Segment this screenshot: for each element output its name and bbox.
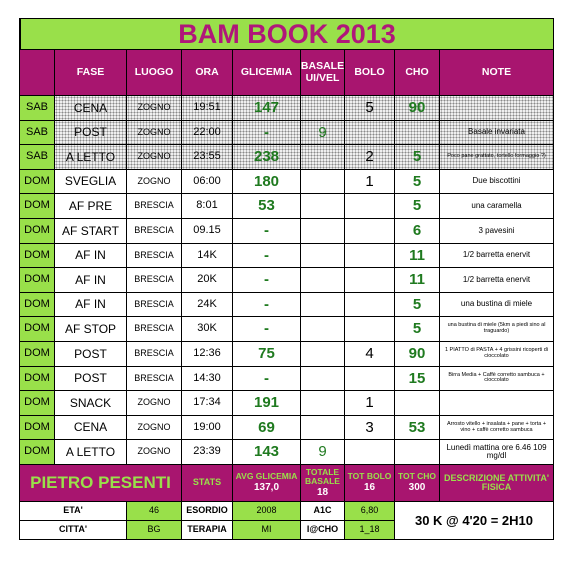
row-basale (301, 244, 345, 269)
row-basale (301, 416, 345, 441)
eta-value: 46 (127, 502, 182, 521)
row-note: Arrosto vitello + insalata + pane + torta + vino + caffè corretto sambuca (440, 416, 554, 441)
row-bolo (345, 194, 395, 219)
row-day: DOM (20, 244, 55, 269)
row-ora: 22:00 (182, 121, 233, 146)
header-1: FASE (55, 50, 127, 96)
row-fase: AF STOP (55, 317, 127, 342)
esordio-label: ESORDIO (182, 502, 233, 521)
eta-label: ETA' (20, 502, 127, 521)
header-corner (20, 50, 55, 96)
row-day: DOM (20, 342, 55, 367)
row-bolo: 3 (345, 416, 395, 441)
row-bolo: 2 (345, 145, 395, 170)
row-glicemia: - (233, 268, 301, 293)
header-3: ORA (182, 50, 233, 96)
row-fase: CENA (55, 416, 127, 441)
row-basale (301, 293, 345, 318)
row-cho: 90 (395, 96, 440, 121)
tot-cho-label: TOT CHO (397, 471, 437, 482)
row-glicemia: 180 (233, 170, 301, 195)
row-luogo: BRESCIA (127, 317, 182, 342)
row-luogo: BRESCIA (127, 342, 182, 367)
avg-glicemia-value: 137,0 (253, 482, 280, 494)
row-cho: 90 (395, 342, 440, 367)
row-luogo: BRESCIA (127, 194, 182, 219)
row-bolo (345, 244, 395, 269)
row-ora: 14K (182, 244, 233, 269)
row-ora: 12:36 (182, 342, 233, 367)
header-8: NOTE (440, 50, 554, 96)
row-basale: 9 (301, 440, 345, 465)
row-note: Basale invariata (440, 121, 554, 146)
tot-basale (301, 465, 345, 502)
row-bolo: 1 (345, 391, 395, 416)
row-basale (301, 317, 345, 342)
row-ora: 14:30 (182, 367, 233, 392)
row-fase: POST (55, 367, 127, 392)
row-glicemia: - (233, 293, 301, 318)
row-fase: SVEGLIA (55, 170, 127, 195)
tot-bolo (345, 465, 395, 502)
row-cho: 5 (395, 145, 440, 170)
row-basale (301, 367, 345, 392)
row-note: 1/2 barretta enervit (440, 244, 554, 269)
row-note: 1 PIATTO di PASTA + 4 grissini ricoperti di cioccolato (440, 342, 554, 367)
patient-name: PIETRO PESENTI (20, 465, 182, 502)
row-note: Lunedì mattina ore 6.46 109 mg/dl (440, 440, 554, 465)
row-day: SAB (20, 145, 55, 170)
row-basale (301, 391, 345, 416)
tot-bolo-label: TOT BOLO (347, 471, 392, 482)
row-glicemia: - (233, 367, 301, 392)
icho-label: I@CHO (301, 521, 345, 540)
a1c-value: 6,80 (345, 502, 395, 521)
row-luogo: ZOGNO (127, 440, 182, 465)
row-luogo: BRESCIA (127, 367, 182, 392)
row-luogo: BRESCIA (127, 293, 182, 318)
row-bolo (345, 268, 395, 293)
row-ora: 20K (182, 268, 233, 293)
row-note: Due biscottini (440, 170, 554, 195)
row-luogo: BRESCIA (127, 268, 182, 293)
row-basale (301, 219, 345, 244)
row-ora: 19:00 (182, 416, 233, 441)
header-5: BASALE UI/VEL (301, 50, 345, 96)
bam-book-sheet (20, 18, 554, 549)
row-luogo: ZOGNO (127, 391, 182, 416)
row-luogo: ZOGNO (127, 170, 182, 195)
row-cho: 53 (395, 416, 440, 441)
citta-label: CITTA' (20, 521, 127, 540)
row-day: DOM (20, 170, 55, 195)
row-day: SAB (20, 121, 55, 146)
row-cho (395, 391, 440, 416)
row-cho: 11 (395, 268, 440, 293)
row-cho: 5 (395, 170, 440, 195)
row-day: SAB (20, 96, 55, 121)
citta-value: BG (127, 521, 182, 540)
row-fase: AF IN (55, 293, 127, 318)
row-luogo: BRESCIA (127, 219, 182, 244)
row-note: 3 pavesini (440, 219, 554, 244)
row-fase: AF START (55, 219, 127, 244)
row-glicemia: 69 (233, 416, 301, 441)
row-cho: 5 (395, 293, 440, 318)
row-bolo: 1 (345, 170, 395, 195)
row-glicemia: - (233, 121, 301, 146)
row-bolo (345, 293, 395, 318)
row-bolo (345, 219, 395, 244)
row-fase: A LETTO (55, 145, 127, 170)
row-fase: AF PRE (55, 194, 127, 219)
row-day: DOM (20, 416, 55, 441)
header-7: CHO (395, 50, 440, 96)
row-cho: 5 (395, 194, 440, 219)
esordio-value: 2008 (233, 502, 301, 521)
row-cho: 15 (395, 367, 440, 392)
row-cho (395, 440, 440, 465)
row-luogo: ZOGNO (127, 145, 182, 170)
header-2: LUOGO (127, 50, 182, 96)
row-luogo: BRESCIA (127, 244, 182, 269)
a1c-label: A1C (301, 502, 345, 521)
row-basale: 9 (301, 121, 345, 146)
row-basale (301, 145, 345, 170)
row-day: DOM (20, 440, 55, 465)
row-cho: 5 (395, 317, 440, 342)
tot-basale-label: TOTALE BASALE (301, 468, 344, 486)
sheet-title: BAM BOOK 2013 (20, 18, 554, 50)
header-4: GLICEMIA (233, 50, 301, 96)
row-fase: AF IN (55, 244, 127, 269)
row-cho: 6 (395, 219, 440, 244)
tot-cho (395, 465, 440, 502)
terapia-value: MI (233, 521, 301, 540)
avg-glicemia (233, 465, 301, 502)
row-basale (301, 342, 345, 367)
avg-glicemia-label: AVG GLICEMIA (235, 471, 298, 482)
row-bolo: 4 (345, 342, 395, 367)
row-note: 1/2 barretta enervit (440, 268, 554, 293)
row-glicemia: 147 (233, 96, 301, 121)
row-luogo: ZOGNO (127, 121, 182, 146)
row-ora: 24K (182, 293, 233, 318)
row-day: DOM (20, 194, 55, 219)
row-cho (395, 121, 440, 146)
row-note: Birra Media + Caffè corretto sambuca + cioccolato (440, 367, 554, 392)
tot-bolo-value: 16 (363, 482, 376, 494)
row-ora: 17:34 (182, 391, 233, 416)
row-ora: 19:51 (182, 96, 233, 121)
row-day: DOM (20, 391, 55, 416)
terapia-label: TERAPIA (182, 521, 233, 540)
row-glicemia: - (233, 317, 301, 342)
row-bolo (345, 121, 395, 146)
row-fase: CENA (55, 96, 127, 121)
row-day: DOM (20, 268, 55, 293)
row-ora: 23:39 (182, 440, 233, 465)
row-note: una bustina di miele (440, 293, 554, 318)
row-fase: SNACK (55, 391, 127, 416)
row-note: una bustina di miele (5km a piedi sino al traguardo) (440, 317, 554, 342)
row-ora: 09.15 (182, 219, 233, 244)
descrizione-label: DESCRIZIONE ATTIVITA' FISICA (440, 465, 554, 502)
row-cho: 11 (395, 244, 440, 269)
row-fase: POST (55, 342, 127, 367)
row-day: DOM (20, 219, 55, 244)
row-basale (301, 268, 345, 293)
row-bolo (345, 317, 395, 342)
tot-basale-value: 18 (316, 486, 329, 498)
row-ora: 06:00 (182, 170, 233, 195)
row-note (440, 96, 554, 121)
row-ora: 8:01 (182, 194, 233, 219)
row-glicemia: 191 (233, 391, 301, 416)
row-fase: POST (55, 121, 127, 146)
row-day: DOM (20, 367, 55, 392)
tot-cho-value: 300 (408, 482, 426, 494)
row-basale (301, 96, 345, 121)
row-fase: A LETTO (55, 440, 127, 465)
row-ora: 23:55 (182, 145, 233, 170)
row-note: una caramella (440, 194, 554, 219)
row-fase: AF IN (55, 268, 127, 293)
icho-value: 1_18 (345, 521, 395, 540)
row-glicemia: 75 (233, 342, 301, 367)
row-glicemia: 238 (233, 145, 301, 170)
activity-description: 30 K @ 4'20 = 2H10 (395, 502, 554, 540)
row-glicemia: - (233, 244, 301, 269)
row-luogo: ZOGNO (127, 416, 182, 441)
row-glicemia: 53 (233, 194, 301, 219)
row-bolo (345, 440, 395, 465)
row-bolo (345, 367, 395, 392)
stats-label: STATS (182, 465, 233, 502)
row-basale (301, 194, 345, 219)
row-day: DOM (20, 293, 55, 318)
row-basale (301, 170, 345, 195)
row-note (440, 391, 554, 416)
row-ora: 30K (182, 317, 233, 342)
row-note: Poco pane grattato, tortello formaggio ?) (440, 145, 554, 170)
header-6: BOLO (345, 50, 395, 96)
row-day: DOM (20, 317, 55, 342)
row-glicemia: 143 (233, 440, 301, 465)
row-bolo: 5 (345, 96, 395, 121)
row-glicemia: - (233, 219, 301, 244)
row-luogo: ZOGNO (127, 96, 182, 121)
